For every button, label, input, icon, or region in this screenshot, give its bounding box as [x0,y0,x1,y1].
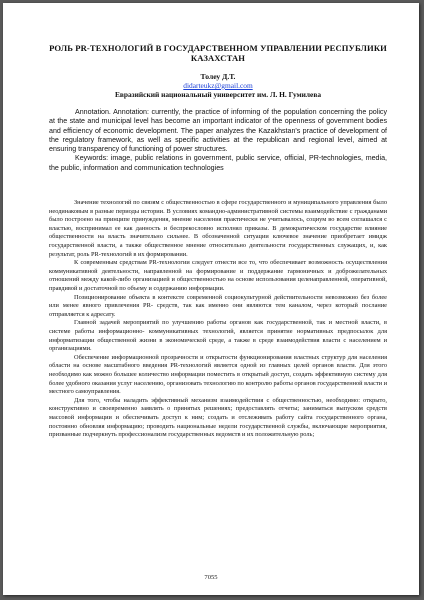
document-page [3,3,419,595]
page-number: 7055 [204,574,218,581]
body-paragraph: Для того, чтобы наладить эффективный механизм взаимодействия с общественностью, необходимо: открыто, конструктивно и своевременно заявлять о принятых решениях; предоставлять отчеты; заниматься выпуском средств массовой информации и обеспечивать доступ к ним; создать и отслеживать работу сайта государственного органа, постоянно обновляя информацию; проводить национальные недели государственной службы, включающие мероприятия, призванные подчеркнуть профессионализм государственных ведомств и их положительную роль; [49,396,387,439]
author-name: Толеу Д.Т. [200,72,236,81]
author-email-link[interactable]: didarteukz@gmail.com [183,81,253,90]
body-paragraph: Значение технологий по связям с общественностью в сфере государственного и муниципального управления было неодинаковым в разные периоды истории. В условиях командно-административной системы взаимодействие с гражданами было построено на принципе принуждения, мнение населения практически не учитывалось, социум во всем соглашался с властью, воспринимал ее как данность и беспрекословно исполнял приказы. В демократическом государстве влияние общественности на власть значительно сильнее. В обозначенной ситуации ключевое значение приобретает имидж государственной власти, а также общественное мнение относительно деятельности государственных служащих, и, как результат, роль PR-технологий в их формировании. [49,199,387,258]
article-body [49,199,387,440]
paper-title: РОЛЬ PR-ТЕХНОЛОГИЙ В ГОСУДАРСТВЕННОМ УПРАВЛЕНИИ РЕСПУБЛИКИ КАЗАХСТАН [49,43,387,63]
author-affiliation: Евразийский национальный университет им. Л. Н. Гумилева [114,90,322,99]
abstract: Annotation. Annotation: currently, the practice of informing of the population concerning the policy at the state and municipal level has become an important indicator of the openness of government bodies and efficiency of economic development. The paper analyzes the Kazakhstan's practice of development of the regulatory framework, as well as specific activities at the republican and regional level, aimed at ensuring transparency of functioning of power structures. [49,108,387,154]
body-paragraph: Позиционирование объекта в контексте современной социокультурной действительности невозможно без более или менее явного привлечения PR- средств, так как именно они являются тем каналом, через который послание отправляется к адресату. [49,293,387,318]
body-paragraph: Обеспечение информационной прозрачности и открытости функционирования властных структур для населения области на основе масштабного введения PR-технологий является одной из главных целей органов власти. Для этого необходимо как можно большее количество информации поместить в открытый доступ, создать эффективную систему для более удобного оказания услуг населению, организовать технологию по контролю работы органов государственной власти и местного самоуправления. [49,353,387,396]
body-paragraph: Главной задачей мероприятий по улучшению работы органов как государственной, так и местной власти, в системе работы информационно- коммуникативных технологий, является принятие нормативных предпосылок для информатизации общественной жизни в экономической среде, а также в среде взаимодействия власти с населением и организациями. [49,319,387,353]
body-paragraph: К современным средствам PR-технологии следует отнести все то, что обеспечивает возможность осуществления коммуникативной деятельности, направленной на формирование и поддержание гармоничных и доброжелательных отношений между какой-либо организацией и общественностью на основе использования целенаправленной, оперативной, правдивой и достаточной по объему и содержанию информации. [49,259,387,293]
page-content [49,43,387,440]
keywords: Keywords: image, public relations in government, public service, official, PR-technologies, media, the public, information and communication technologies [49,154,387,172]
